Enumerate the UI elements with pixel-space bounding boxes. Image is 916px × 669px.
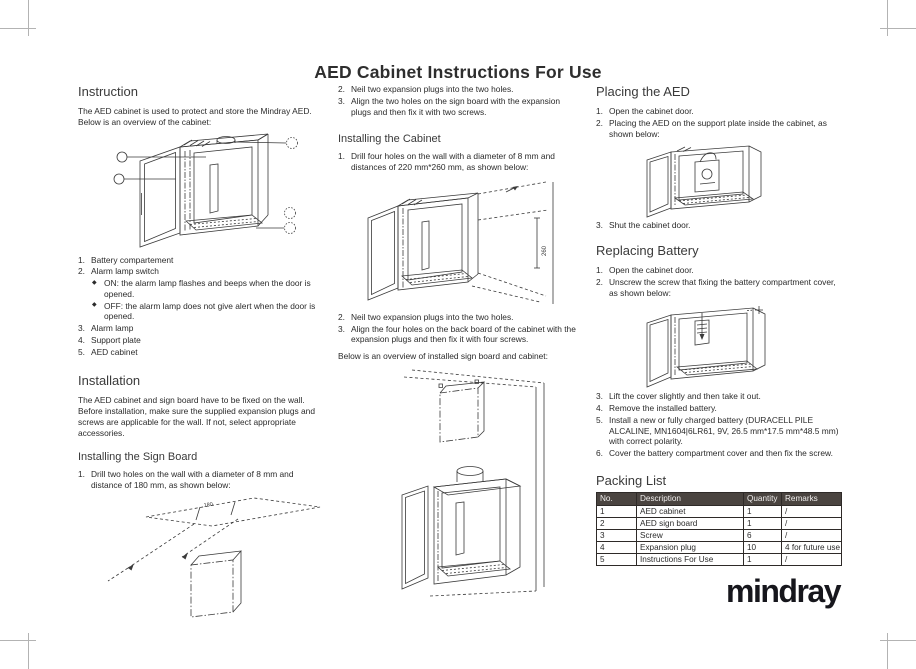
step-text: Neil two expansion plugs into the two holes. — [351, 84, 514, 94]
replacing-step-1 — [596, 265, 842, 276]
section-heading-installation: Installation — [78, 373, 141, 389]
step-text: Open the cabinet door. — [609, 106, 694, 116]
diamond-bullet-icon: ◆ — [92, 302, 97, 308]
signboard-step-3 — [338, 96, 582, 118]
installed-overview-caption: Below is an overview of installed sign board and cabinet: — [338, 351, 548, 361]
cell-description: Expansion plug — [637, 541, 744, 553]
cabinet-install-drawing — [360, 176, 560, 310]
cell-no: 3 — [597, 529, 637, 541]
dimension-label-180: 180 — [203, 501, 214, 509]
step-number: 1. — [596, 265, 603, 275]
part-text: Support plate — [91, 334, 141, 345]
step-text: Cover the battery compartment cover and then fix the screw. — [609, 448, 833, 458]
step-number: 6. — [596, 448, 603, 458]
cell-remarks: / — [782, 529, 842, 541]
crop-mark-top-right-h — [880, 28, 916, 29]
figure-replace-battery — [643, 301, 842, 389]
cell-description: AED sign board — [637, 517, 744, 529]
signboard-step-1 — [78, 469, 322, 491]
step-text: Align the four holes on the back board of the cabinet with the expansion plugs and then fix it with four screws. — [351, 323, 576, 345]
replacing-step-3 — [596, 391, 842, 402]
diamond-bullet-icon: ◆ — [92, 279, 97, 286]
part-text: Battery compartement — [91, 254, 174, 265]
section-heading-instruction: Instruction — [78, 84, 138, 99]
replacing-step-6 — [596, 448, 842, 459]
cell-no: 1 — [597, 505, 637, 517]
step-text: Lift the cover slightly and then take it out. — [609, 391, 761, 402]
step-number: 1. — [78, 469, 85, 480]
cabinet-door — [368, 206, 398, 300]
step-text: Align the two holes on the sign board with the expansion plugs and then fix it with two screws. — [351, 95, 561, 117]
column-header-description: Description — [637, 492, 744, 505]
replacing-step-5 — [596, 415, 842, 447]
step-number: 5. — [596, 414, 603, 425]
crop-mark-top-left-h — [0, 28, 36, 29]
switch-note-off — [78, 301, 322, 323]
cell-description: AED cabinet — [637, 505, 744, 517]
part-item-2 — [78, 266, 322, 277]
figure-cabinet-install — [360, 176, 582, 310]
cell-no: 5 — [597, 553, 637, 565]
step-number: 3. — [338, 323, 345, 334]
support-plate — [438, 561, 510, 576]
dimension-260 — [534, 218, 548, 268]
cell-description: Screw — [637, 529, 744, 541]
part-text: Alarm lamp — [91, 323, 134, 333]
section-heading-replacing-battery: Replacing Battery — [596, 243, 699, 258]
table-row — [597, 541, 842, 553]
signboard-step-2 — [338, 84, 582, 95]
page-title: AED Cabinet Instructions For Use — [314, 62, 602, 82]
step-number: 2. — [596, 276, 603, 287]
part-text: Alarm lamp switch — [91, 266, 159, 277]
table-row — [597, 517, 842, 529]
part-number: 2. — [78, 266, 85, 277]
figure-placing-aed — [643, 142, 842, 218]
cabinet-body — [434, 479, 520, 584]
cell-quantity: 1 — [744, 553, 782, 565]
cabinet-door — [647, 152, 671, 217]
switch-note-text: ON: the alarm lamp flashes and beeps when the door is opened. — [104, 278, 311, 299]
packing-header-row — [597, 492, 842, 505]
cell-remarks: / — [782, 517, 842, 529]
crop-mark-top-right-v — [887, 0, 888, 36]
column-left — [78, 84, 322, 621]
cell-remarks: / — [782, 553, 842, 565]
step-text: Install a new or fully charged battery (DURACELL PILE ALCALINE, MN1604|6LR61, 9V, 26.5 mm*17.5 mm*48.5 mm) with correct polarity. — [609, 414, 839, 447]
step-number: 3. — [338, 95, 345, 106]
sign-board — [439, 380, 484, 442]
step-number: 3. — [596, 220, 603, 231]
cabinet-door — [140, 147, 180, 247]
wall-projection-lines — [472, 182, 548, 302]
step-number: 3. — [596, 391, 603, 402]
step-text: Neil two expansion plugs into the two holes. — [351, 311, 514, 322]
aed-device — [695, 153, 719, 192]
table-row — [597, 553, 842, 565]
placing-aed-drawing — [643, 142, 793, 218]
cell-quantity: 1 — [744, 517, 782, 529]
installation-intro-text: The AED cabinet and sign board have to be fixed on the wall. Before installation, make sure the supplied expansion plugs and screws are applicable for the wall. If not, select appropriate accessories. — [78, 395, 315, 438]
figure-installed-overview — [400, 365, 582, 598]
switch-note-text: OFF: the alarm lamp does not give alert when the door is opened. — [104, 300, 316, 322]
subheading-installing-sign-board: Installing the Sign Board — [78, 451, 198, 464]
cabinet-step-2 — [338, 312, 582, 323]
crop-mark-bottom-left-h — [0, 640, 36, 641]
step-number: 1. — [596, 106, 603, 116]
wall — [404, 370, 544, 596]
step-number: 2. — [596, 117, 603, 128]
step-number: 4. — [596, 403, 603, 413]
screw-cross-icon — [747, 306, 763, 314]
part-item-1 — [78, 255, 322, 266]
part-item-3 — [78, 323, 322, 334]
part-number: 1. — [78, 254, 85, 265]
step-text: Drill two holes on the wall with a diameter of 8 mm and distance of 180 mm, as shown below: — [91, 469, 294, 490]
cell-remarks: 4 for future use — [782, 541, 842, 553]
step-text: Drill four holes on the wall with a diameter of 8 mm and distances of 220 mm*260 mm, as shown below: — [351, 151, 555, 172]
wall-strip — [146, 498, 320, 526]
crop-mark-top-left-v — [28, 0, 29, 36]
replacing-step-2 — [596, 277, 842, 299]
cell-no: 4 — [597, 541, 637, 553]
cell-remarks: / — [782, 505, 842, 517]
packing-list-table — [596, 492, 842, 566]
section-heading-placing-aed: Placing the AED — [596, 84, 690, 99]
column-header-no: No. — [597, 492, 637, 505]
cabinet-door — [402, 486, 428, 589]
mindray-logo: mindray — [726, 572, 840, 609]
column-right — [596, 84, 842, 607]
step-number: 2. — [338, 311, 345, 322]
step-text: Unscrew the screw that fixing the battery compartment cover, as shown below: — [609, 276, 836, 298]
crop-mark-bottom-right-v — [887, 633, 888, 669]
cell-quantity: 6 — [744, 529, 782, 541]
replacing-step-4 — [596, 403, 842, 414]
cell-description: Instructions For Use — [637, 553, 744, 565]
step-number: 1. — [338, 151, 345, 162]
instruction-intro-text: The AED cabinet is used to protect and store the Mindray AED. Below is an overview of the cabinet: — [78, 106, 312, 127]
section-heading-packing-list: Packing List — [596, 472, 667, 488]
installed-overview-drawing — [400, 365, 555, 598]
replace-battery-drawing — [643, 301, 798, 389]
figure-sign-board-install — [94, 493, 322, 621]
cell-quantity: 1 — [744, 505, 782, 517]
part-number: 3. — [78, 323, 85, 333]
sign-board-install-drawing — [94, 493, 324, 621]
column-middle — [338, 84, 582, 598]
subheading-installing-cabinet: Installing the Cabinet — [338, 133, 441, 146]
column-header-quantity: Quantity — [744, 492, 782, 505]
step-number: 2. — [338, 84, 345, 94]
figure-cabinet-overview — [106, 131, 322, 253]
placing-step-2 — [596, 118, 842, 140]
cabinet-body — [180, 134, 268, 235]
table-row — [597, 529, 842, 541]
cabinet-step-1 — [338, 151, 582, 173]
column-header-remarks: Remarks — [782, 492, 842, 505]
part-item-4 — [78, 335, 322, 346]
crop-mark-bottom-right-h — [880, 640, 916, 641]
dimension-label-260: 260 — [542, 245, 548, 256]
cabinet-body — [671, 308, 765, 379]
part-number: 4. — [78, 334, 85, 345]
cabinet-step-3 — [338, 324, 582, 346]
step-text: Open the cabinet door. — [609, 265, 694, 275]
switch-note-on — [78, 278, 322, 300]
step-text: Shut the cabinet door. — [609, 220, 691, 231]
cell-quantity: 10 — [744, 541, 782, 553]
step-text: Remove the installed battery. — [609, 403, 717, 413]
cabinet-door — [647, 315, 671, 387]
crop-mark-bottom-left-v — [28, 633, 29, 669]
alarm-lamp — [457, 466, 483, 482]
placing-step-1 — [596, 106, 842, 117]
part-text: AED cabinet — [91, 346, 138, 357]
step-text: Placing the AED on the support plate inside the cabinet, as shown below: — [609, 117, 827, 139]
table-row — [597, 505, 842, 517]
cell-no: 2 — [597, 517, 637, 529]
part-number: 5. — [78, 346, 85, 357]
cabinet-overview-drawing — [106, 131, 306, 253]
placing-step-3 — [596, 220, 842, 231]
part-item-5 — [78, 347, 322, 358]
sign-board — [191, 551, 241, 617]
